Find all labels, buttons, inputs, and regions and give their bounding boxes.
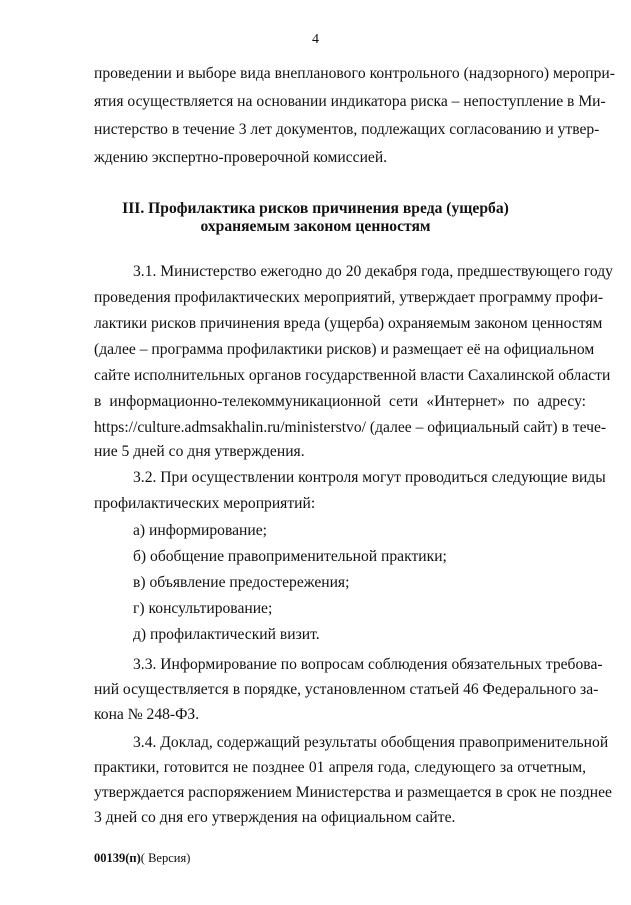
paragraph-line: проведения профилактических мероприятий, утверждает программу профи- <box>94 289 604 306</box>
paragraph-line: кона № 248-ФЗ. <box>94 706 200 723</box>
paragraph-line: профилактических мероприятий: <box>94 495 316 512</box>
paragraph-line: 3.4. Доклад, содержащий результаты обобщения правоприменительной <box>133 734 609 751</box>
intro-line: нистерство в течение 3 лет документов, подлежащих согласованию и утвер- <box>94 121 600 138</box>
paragraph-line: ние 5 дней со дня утверждения. <box>94 443 305 460</box>
intro-line: ятия осуществляется на основании индикатора риска – непоступление в Ми- <box>94 93 606 110</box>
page-number: 4 <box>312 32 319 47</box>
paragraph-line: ний осуществляется в порядке, установленном статьей 46 Федерального за- <box>94 681 599 698</box>
document-version: ( Версия) <box>140 851 191 865</box>
section-heading: III. Профилактика рисков причинения вреда (ущерба) <box>122 200 509 217</box>
list-item: д) профилактический визит. <box>133 626 320 643</box>
paragraph-line: 3.3. Информирование по вопросам соблюдения обязательных требова- <box>133 656 603 673</box>
paragraph-line: в информационно-телекоммуникационной сети «Интернет» по адресу: <box>94 393 586 410</box>
paragraph-line: 3.2. При осуществлении контроля могут проводиться следующие виды <box>133 469 606 486</box>
document-code: 00139(п) <box>94 851 141 865</box>
paragraph-line: лактики рисков причинения вреда (ущерба) охраняемым законом ценностям <box>94 315 603 332</box>
paragraph-line: 3 дней со дня его утверждения на официальном сайте. <box>94 809 456 826</box>
list-item: а) информирование; <box>133 522 267 539</box>
paragraph-line: практики, готовится не позднее 01 апреля года, следующего за отчетным, <box>94 759 586 776</box>
paragraph-line: https://culture.admsakhalin.ru/ministerstvo/ (далее – официальный сайт) в тече- <box>94 419 607 436</box>
intro-line: проведении и выборе вида внеплановогo контрольного (надзорного) меропри- <box>94 65 615 82</box>
paragraph-line: утверждается распоряжением Министерства и размещается в срок не позднее <box>94 784 612 801</box>
document-footer <box>94 850 190 866</box>
paragraph-line: 3.1. Министерство ежегодно до 20 декабря года, предшествующего году <box>133 263 613 280</box>
list-item: б) обобщение правоприменительной практики; <box>133 548 447 565</box>
intro-line: ждению экспертно-проверочной комиссией. <box>94 149 388 166</box>
paragraph-line: (далее – программа профилактики рисков) и размещает её на официальном <box>94 341 595 358</box>
list-item: в) объявление предостережения; <box>133 574 350 591</box>
paragraph-line: сайте исполнительных органов государственной власти Сахалинской области <box>94 367 611 384</box>
list-item: г) консультирование; <box>133 600 273 617</box>
section-heading: охраняемым законом ценностям <box>200 218 431 235</box>
